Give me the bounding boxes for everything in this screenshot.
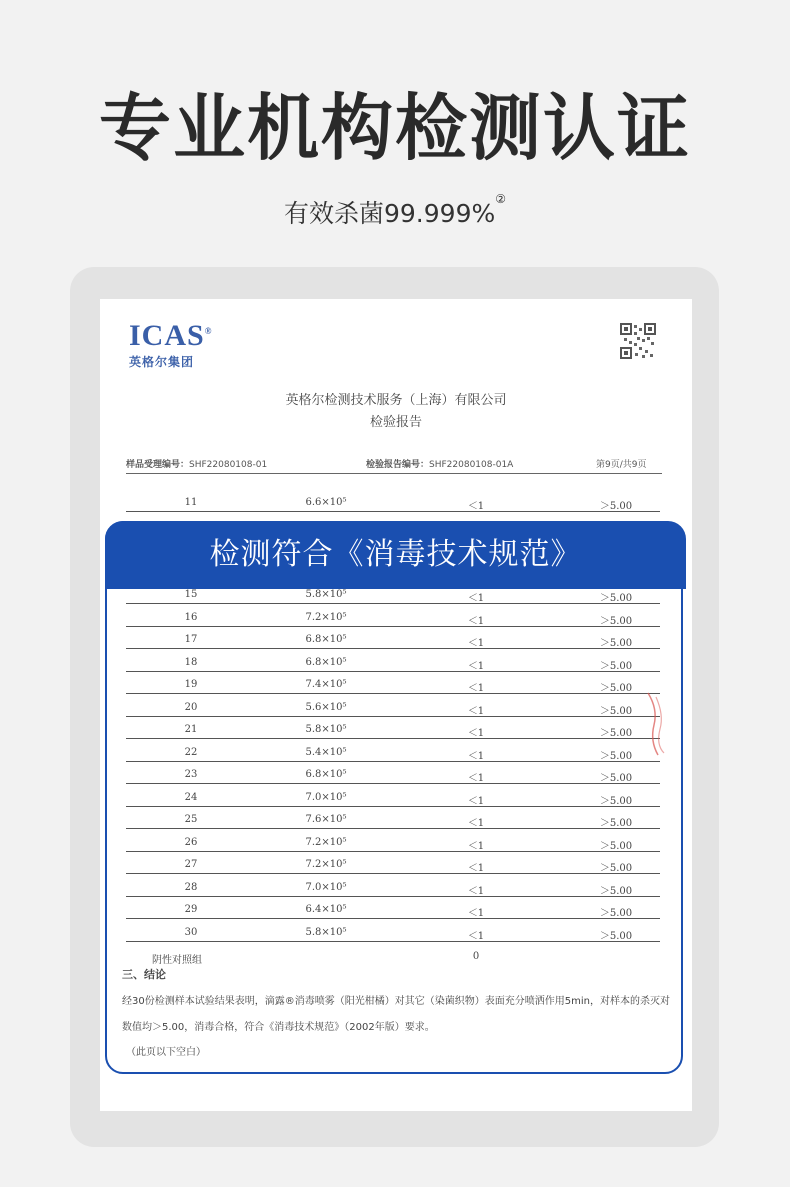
table-cell-no: 23 bbox=[184, 769, 198, 780]
table-cell-no: 29 bbox=[184, 904, 198, 915]
table-cell-no: 15 bbox=[184, 589, 198, 600]
table-cell-result: ＜1 bbox=[467, 501, 485, 512]
table-cell-result: ＜1 bbox=[467, 885, 485, 897]
table-cell-log: ＞5.00 bbox=[599, 501, 633, 512]
footnote-marker: ② bbox=[495, 192, 506, 206]
table-cell-count: 7.2×10⁵ bbox=[305, 859, 347, 870]
table-cell-no: 22 bbox=[184, 746, 198, 758]
table-cell-count: 7.2×10⁵ bbox=[305, 611, 347, 623]
table-row bbox=[126, 829, 660, 852]
table-cell-no: 17 bbox=[184, 634, 198, 645]
subtitle-text: 有效杀菌99.999% bbox=[284, 199, 496, 228]
table-cell-no: 20 bbox=[184, 701, 198, 713]
table-cell-result: ＜1 bbox=[467, 683, 485, 694]
table-cell-log: ＞5.00 bbox=[599, 728, 633, 739]
report-number: 检验报告编号：SHF22080108-01A bbox=[366, 460, 514, 470]
table-cell-count: 7.6×10⁵ bbox=[305, 814, 347, 825]
table-cell-log: ＞5.00 bbox=[599, 705, 633, 717]
table-cell-count: 6.8×10⁵ bbox=[305, 656, 347, 668]
table-cell-no: 30 bbox=[184, 926, 198, 938]
page-subtitle bbox=[0, 194, 790, 230]
table-cell-log: ＞5.00 bbox=[599, 908, 633, 919]
table-cell-result: ＜1 bbox=[467, 593, 485, 604]
negative-control-row: 阴性对照组 0 bbox=[152, 951, 480, 966]
table-row bbox=[126, 806, 660, 829]
icas-logo bbox=[129, 321, 212, 370]
header-divider bbox=[126, 473, 662, 474]
table-cell-log: ＞5.00 bbox=[599, 615, 633, 627]
table-cell-no: 18 bbox=[184, 656, 198, 668]
table-cell-count: 5.8×10⁵ bbox=[305, 724, 347, 735]
table-cell-log: ＞5.00 bbox=[599, 930, 633, 942]
table-cell-result: ＜1 bbox=[467, 750, 485, 762]
red-seal-stamp bbox=[644, 689, 668, 759]
table-cell-no: 28 bbox=[184, 881, 198, 893]
table-cell-count: 7.2×10⁵ bbox=[305, 836, 347, 848]
table-row bbox=[126, 489, 660, 512]
report-title: 检验报告 bbox=[369, 415, 422, 430]
table-cell-no: 19 bbox=[184, 679, 198, 690]
table-cell-count: 5.6×10⁵ bbox=[305, 701, 347, 713]
table-cell-count: 7.4×10⁵ bbox=[305, 679, 347, 690]
table-row bbox=[126, 739, 660, 762]
table-cell-no: 16 bbox=[184, 611, 198, 623]
table-cell-result: ＜1 bbox=[467, 773, 485, 784]
table-cell-result: ＜1 bbox=[467, 930, 485, 942]
table-cell-count: 7.0×10⁵ bbox=[305, 881, 347, 893]
table-cell-result: ＜1 bbox=[467, 615, 485, 627]
table-row bbox=[126, 784, 660, 807]
table-cell-result: ＜1 bbox=[467, 818, 485, 829]
table-cell-no: 27 bbox=[184, 859, 198, 870]
table-row bbox=[126, 896, 660, 919]
table-cell-log: ＞5.00 bbox=[599, 840, 633, 852]
table-row bbox=[126, 761, 660, 784]
table-cell-no: 21 bbox=[184, 724, 198, 735]
table-cell-no: 26 bbox=[184, 836, 198, 848]
table-cell-no: 11 bbox=[184, 497, 198, 508]
table-cell-count: 5.8×10⁵ bbox=[305, 589, 347, 600]
table-cell-no: 25 bbox=[184, 814, 198, 825]
logo-chinese-name: 英格尔集团 bbox=[129, 355, 195, 369]
table-cell-count: 6.8×10⁵ bbox=[305, 769, 347, 780]
table-cell-result: ＜1 bbox=[467, 638, 485, 649]
conclusion-text: 经30份检测样本试验结果表明，滴露®消毒喷雾（阳光柑橘）对其它（染菌织物）表面充分喷洒作用5min，对样本的杀灭对数值均＞5.00，消毒合格，符合《消毒技术规范》（2002年版）要求。 bbox=[122, 996, 670, 1033]
table-cell-result: ＜1 bbox=[467, 660, 485, 672]
table-cell-result: ＜1 bbox=[467, 795, 485, 807]
table-row bbox=[126, 626, 660, 649]
test-report-document bbox=[100, 299, 692, 1111]
page-title: 专业机构检测认证 bbox=[98, 86, 691, 170]
table-row bbox=[126, 649, 660, 672]
table-cell-result: ＜1 bbox=[467, 908, 485, 919]
table-cell-result: ＜1 bbox=[467, 705, 485, 717]
table-row bbox=[126, 874, 660, 897]
compliance-banner: 检测符合《消毒技术规范》 bbox=[105, 521, 686, 589]
blank-note: （此页以下空白） bbox=[126, 1047, 206, 1058]
table-cell-count: 7.0×10⁵ bbox=[305, 791, 347, 803]
table-cell-count: 6.6×10⁵ bbox=[305, 497, 347, 508]
table-cell-log: ＞5.00 bbox=[599, 795, 633, 807]
table-cell-log: ＞5.00 bbox=[599, 750, 633, 762]
table-cell-count: 5.4×10⁵ bbox=[305, 746, 347, 758]
qr-code-icon bbox=[620, 323, 656, 361]
table-row bbox=[126, 919, 660, 942]
conclusion-heading: 三、结论 bbox=[122, 968, 166, 981]
table-cell-log: ＞5.00 bbox=[599, 773, 633, 784]
logo-mark: ICAS® bbox=[129, 319, 213, 352]
table-cell-log: ＞5.00 bbox=[599, 818, 633, 829]
table-row bbox=[126, 694, 660, 717]
table-cell-log: ＞5.00 bbox=[599, 660, 633, 672]
table-cell-log: ＞5.00 bbox=[599, 638, 633, 649]
table-cell-result: ＜1 bbox=[467, 728, 485, 739]
table-row bbox=[126, 604, 660, 627]
table-cell-count: 5.8×10⁵ bbox=[305, 926, 347, 938]
table-row bbox=[126, 851, 660, 874]
sample-number: 样品受理编号：SHF22080108-01 bbox=[126, 460, 268, 470]
table-cell-result: ＜1 bbox=[467, 863, 485, 874]
table-cell-log: ＞5.00 bbox=[599, 593, 633, 604]
table-cell-count: 6.4×10⁵ bbox=[305, 904, 347, 915]
page-info: 第9页/共9页 bbox=[596, 460, 647, 470]
table-cell-log: ＞5.00 bbox=[599, 863, 633, 874]
table-row bbox=[126, 671, 660, 694]
table-row bbox=[126, 716, 660, 739]
table-cell-log: ＞5.00 bbox=[599, 885, 633, 897]
table-cell-result: ＜1 bbox=[467, 840, 485, 852]
company-name: 英格尔检测技术服务（上海）有限公司 bbox=[285, 393, 507, 408]
table-cell-count: 6.8×10⁵ bbox=[305, 634, 347, 645]
table-cell-log: ＞5.00 bbox=[599, 683, 633, 694]
table-cell-no: 24 bbox=[184, 791, 198, 803]
